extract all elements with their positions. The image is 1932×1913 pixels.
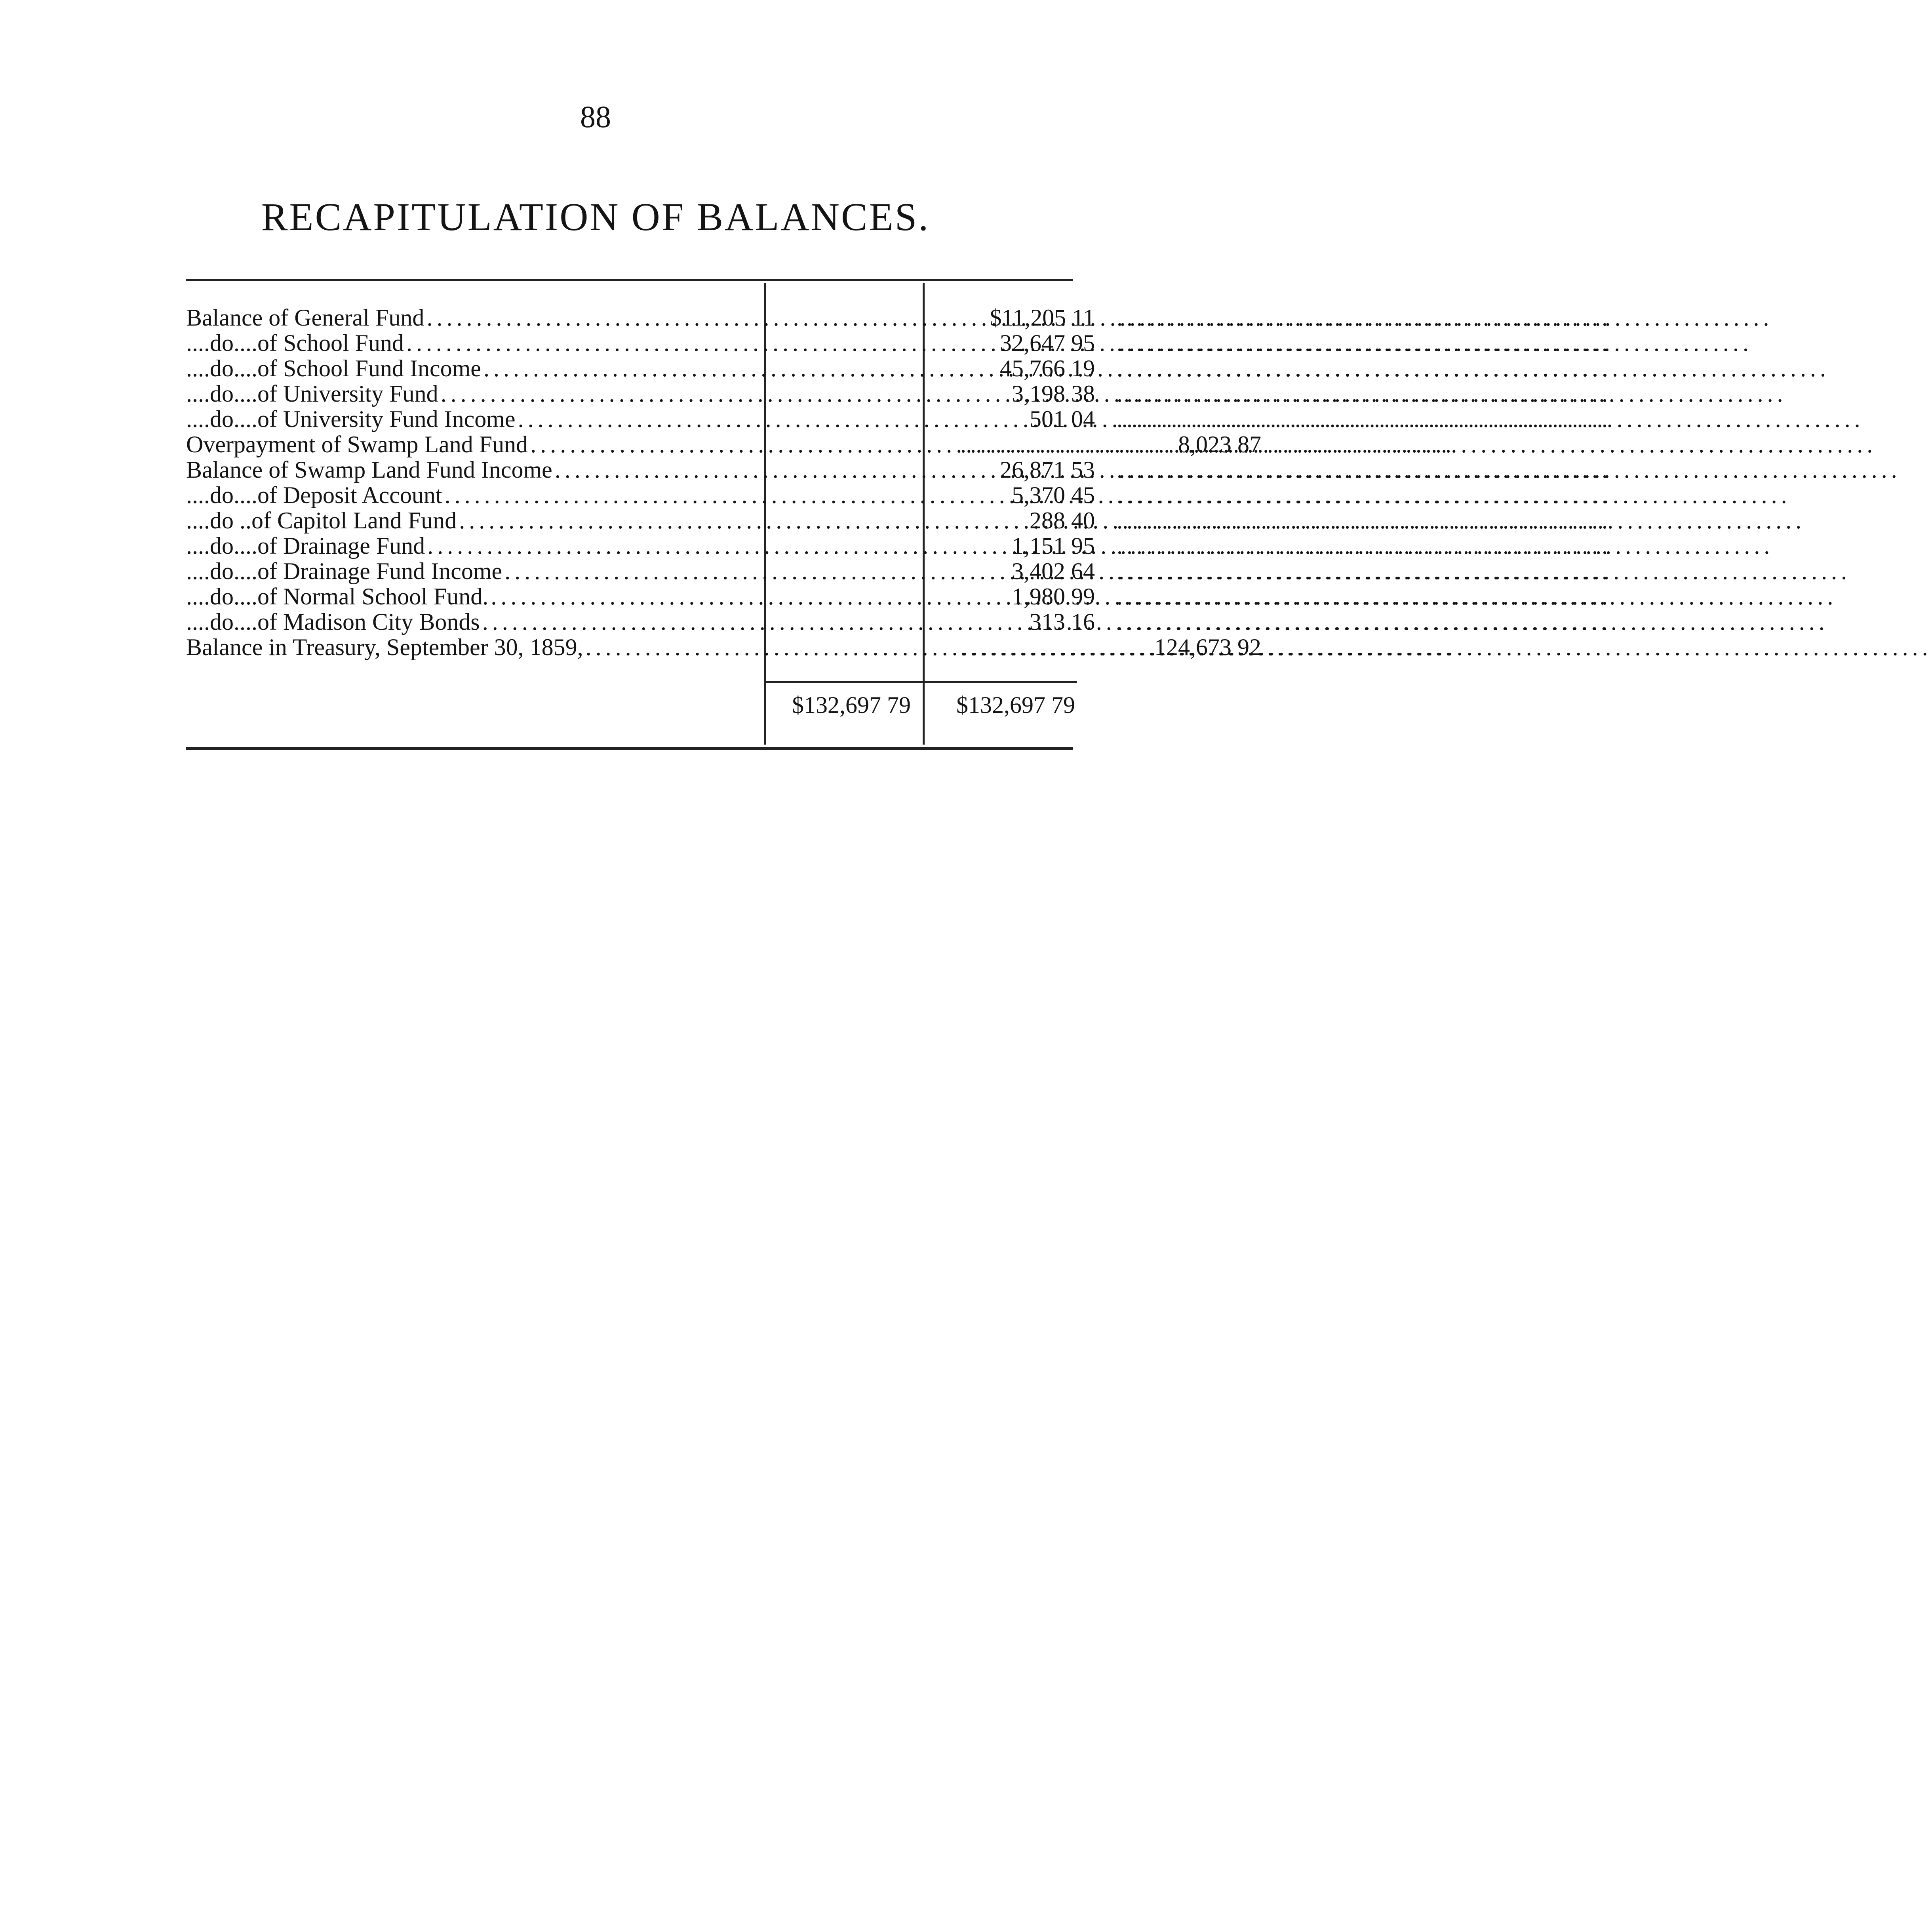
row-description	[186, 457, 748, 482]
bottom-rule	[186, 747, 1073, 750]
table-row	[186, 355, 1095, 381]
table-row	[186, 305, 1095, 331]
amount-col1: 26,871 53	[1000, 457, 1095, 483]
page-title: RECAPITULATION OF BALANCES.	[261, 195, 930, 239]
row-description	[186, 634, 748, 660]
table-row	[186, 634, 1261, 660]
leader-dots	[1117, 381, 1261, 406]
leader-dots	[1117, 584, 1261, 609]
total-rule-col2	[925, 681, 1077, 683]
table-row	[186, 609, 1095, 635]
row-description	[186, 609, 748, 634]
table-row	[186, 558, 1095, 584]
amount-col1: 32,647 95	[1000, 330, 1095, 356]
row-description	[186, 305, 748, 330]
amount-col1: 1,151 95	[1012, 533, 1095, 559]
row-description	[186, 482, 748, 508]
table-row	[186, 507, 1095, 534]
row-description	[186, 558, 748, 584]
leader-dots	[1117, 482, 1261, 508]
leader-dots	[1117, 558, 1261, 584]
table-row	[186, 457, 1095, 483]
row-description	[186, 381, 748, 406]
amount-col2: 124,673 92	[1154, 634, 1261, 660]
table-row	[186, 406, 1095, 432]
row-label: Balance of Swamp Land Fund Income	[186, 457, 552, 483]
leader-dots	[1117, 457, 1261, 482]
amount-col1: $11,205 11	[990, 305, 1095, 331]
row-description	[186, 432, 748, 457]
leader-dots	[1117, 305, 1261, 330]
row-label: Balance of General Fund	[186, 305, 424, 331]
table-row	[186, 330, 1095, 356]
row-description	[186, 330, 748, 356]
amount-col1: 501 04	[1030, 406, 1095, 432]
row-label: ....do....of Madison City Bonds	[186, 609, 480, 635]
amount-col2: 8,023 87	[1178, 431, 1261, 457]
amount-col1: 3,198 38	[1012, 381, 1095, 407]
row-description	[186, 533, 748, 558]
row-label: ....do....of University Fund Income	[186, 406, 516, 432]
table-row	[186, 533, 1095, 559]
amount-col1: 5,370 45	[1012, 482, 1095, 508]
row-description	[186, 584, 748, 609]
leader-dots	[1117, 533, 1261, 558]
leader-dots	[1117, 406, 1261, 432]
table-row	[186, 583, 1095, 610]
row-label: ....do....of Drainage Fund Income	[186, 558, 503, 584]
amount-col1: 313 16	[1030, 609, 1095, 635]
row-description	[186, 406, 748, 432]
leader-dots	[1117, 330, 1261, 356]
row-label: ....do....of University Fund	[186, 381, 438, 407]
total-col2: $132,697 79	[956, 692, 1075, 718]
row-label: ....do....of School Fund Income	[186, 355, 481, 381]
row-label: ....do....of School Fund	[186, 330, 404, 356]
top-rule	[186, 279, 1073, 281]
balances-table	[186, 305, 1261, 660]
leader-dots	[1117, 508, 1261, 533]
leader-dots	[1117, 356, 1261, 381]
row-label: ....do....of Deposit Account	[186, 482, 442, 508]
total-rule-col1	[766, 681, 923, 683]
row-label: ....do ..of Capitol Land Fund	[186, 507, 457, 534]
row-label: ....do....of Normal School Fund.	[186, 583, 489, 610]
amount-col1: 45,766 19	[1000, 355, 1095, 381]
table-row	[186, 482, 1095, 508]
amount-col1: 1,980 99	[1012, 583, 1095, 610]
row-description	[186, 356, 748, 381]
row-description	[186, 508, 748, 533]
leader-dots	[960, 432, 1097, 457]
leader-dots	[1117, 609, 1261, 634]
page-number: 88	[580, 99, 611, 134]
row-label: Overpayment of Swamp Land Fund	[186, 431, 528, 457]
total-col1: $132,697 79	[792, 692, 911, 718]
table-row	[186, 431, 1261, 457]
amount-col1: 3,402 64	[1012, 558, 1095, 584]
table-row	[186, 381, 1095, 407]
row-label: ....do....of Drainage Fund	[186, 533, 425, 559]
row-label: Balance in Treasury, September 30, 1859,	[186, 634, 583, 660]
amount-col1: 288 40	[1030, 507, 1095, 534]
leader-dots	[960, 634, 1097, 660]
